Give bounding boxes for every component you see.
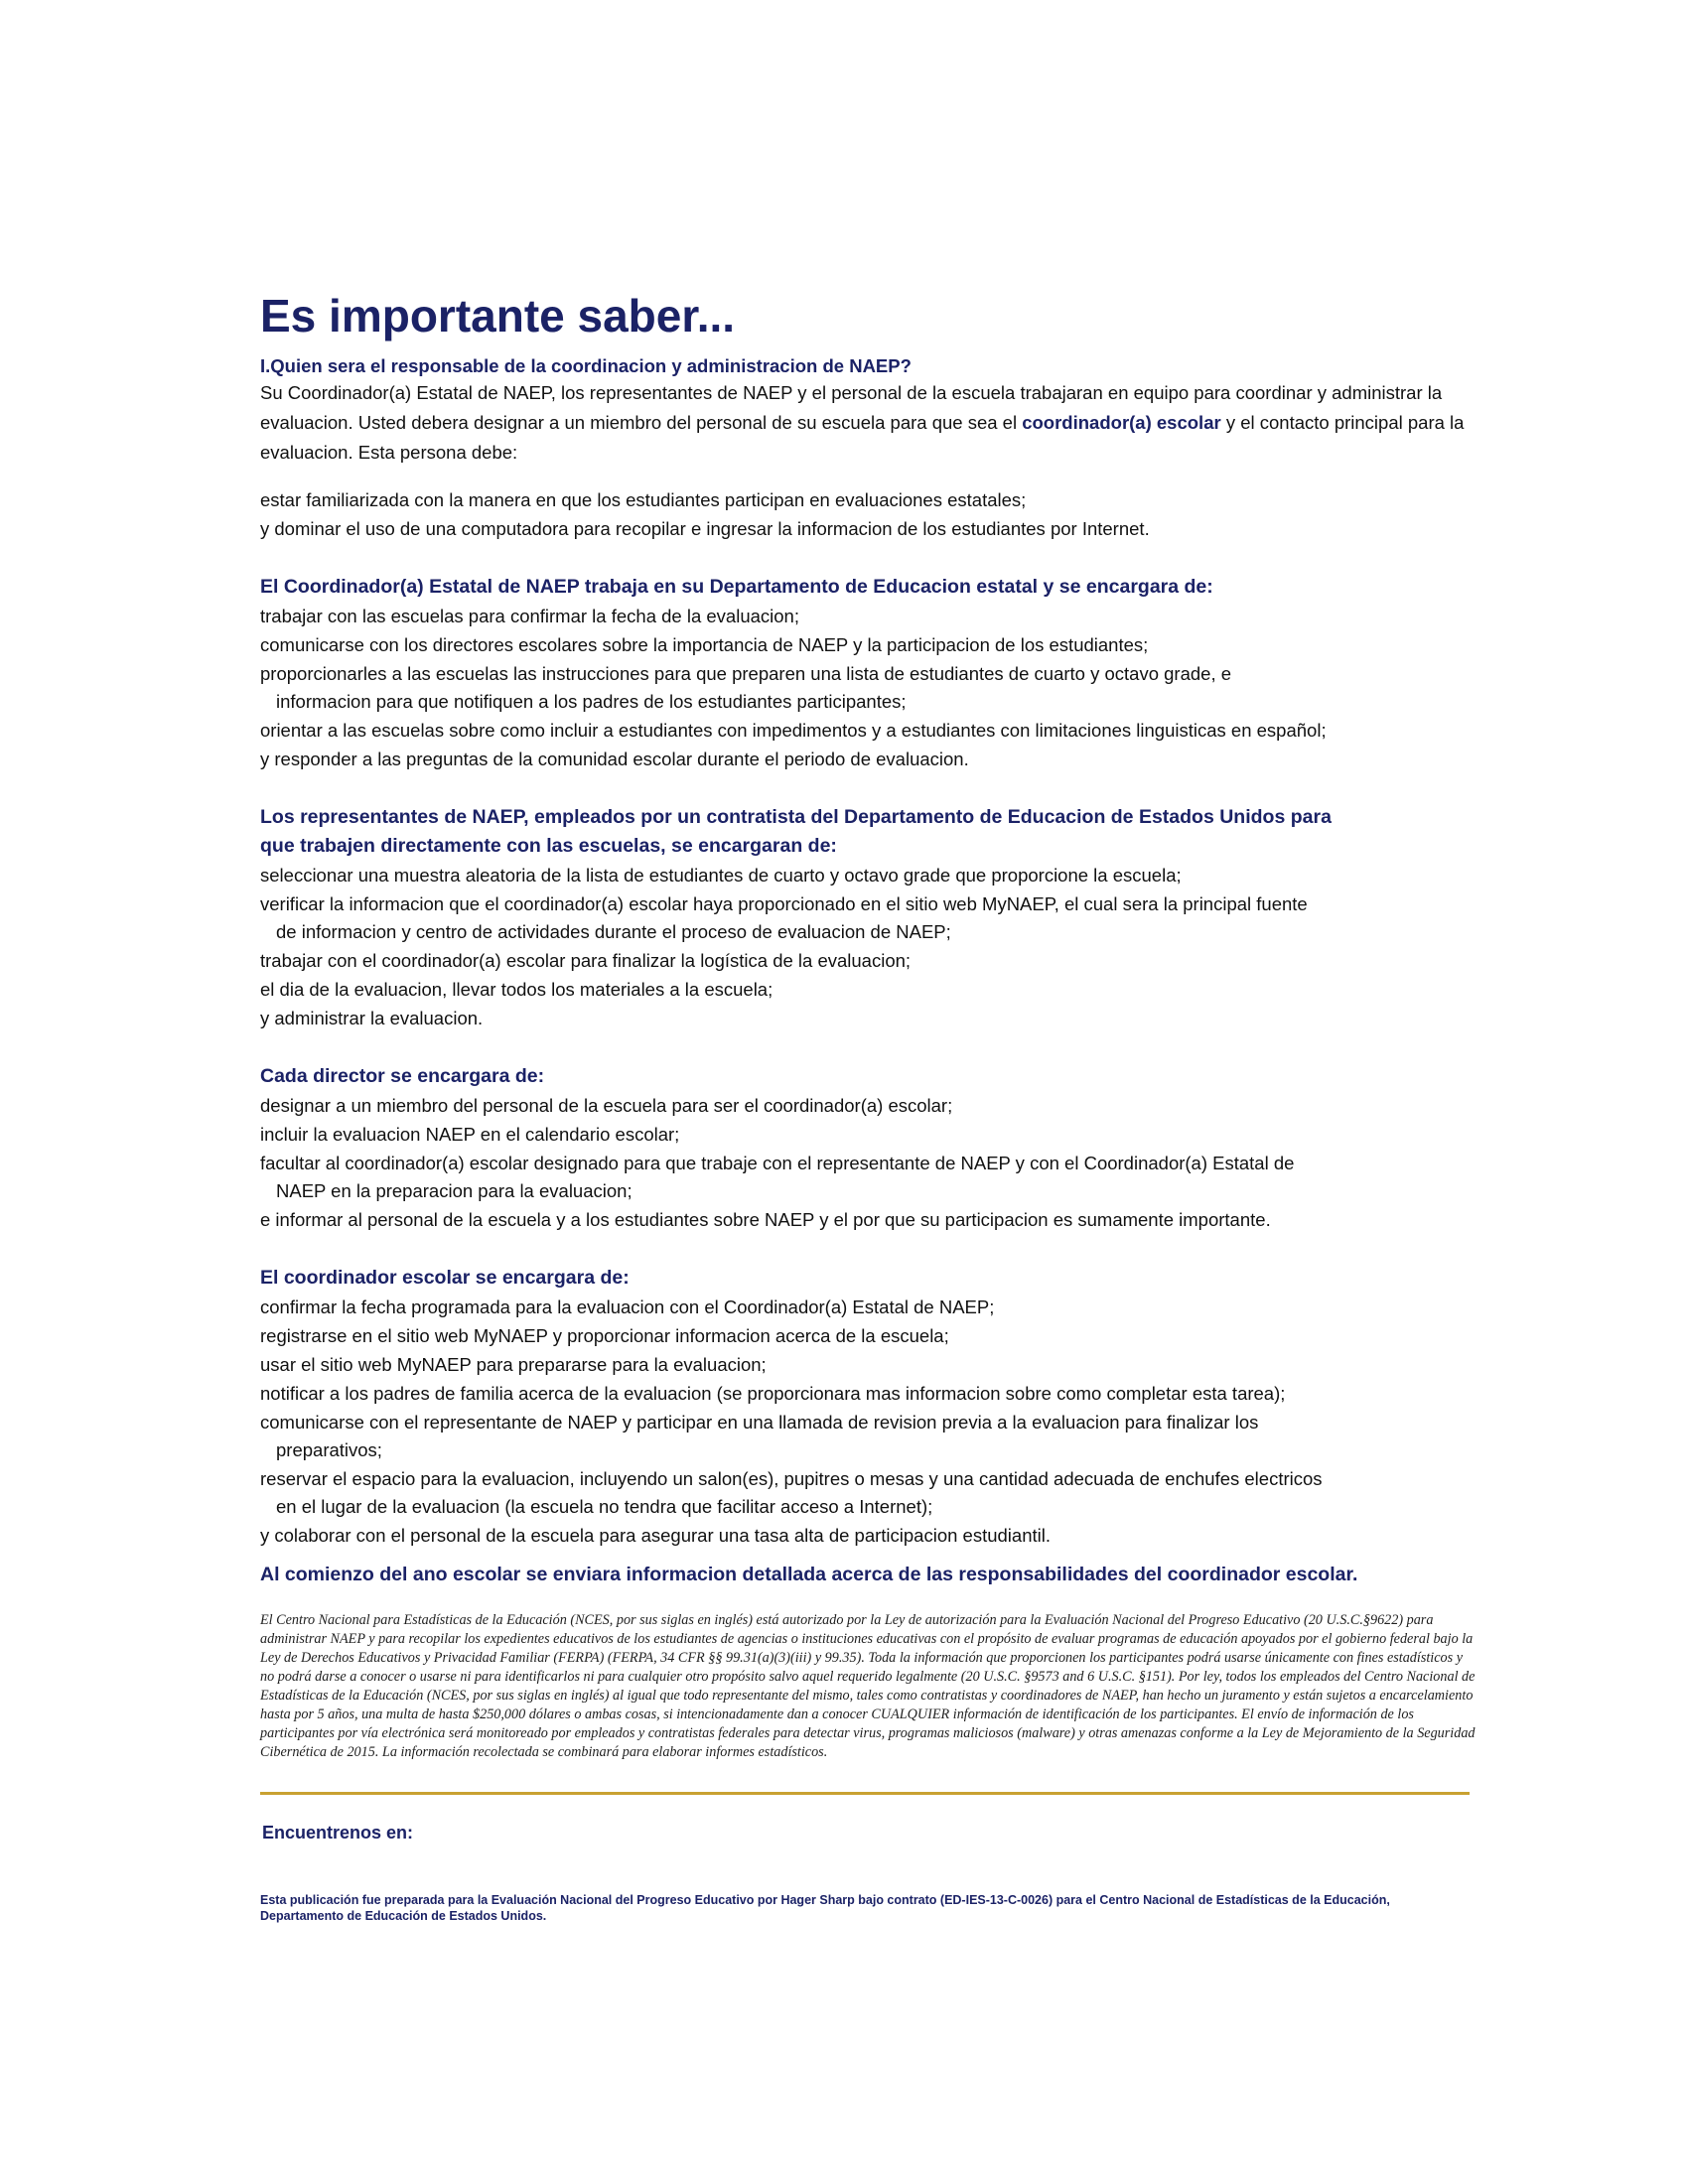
state-coordinator-heading: El Coordinador(a) Estatal de NAEP trabaja en su Departamento de Educacion estatal y se encargara de: bbox=[260, 576, 1213, 598]
intro-text-after: y el contacto principal para la evaluacion. Esta persona debe: bbox=[260, 412, 1465, 463]
intro-item: estar familiarizada con la manera en que los estudiantes participan en evaluaciones estatales; bbox=[260, 489, 1027, 510]
school-coordinator-item: reservar el espacio para la evaluacion, incluyendo un salon(es), pupitres o mesas y una cantidad adecuada de enchufes electricos en el lugar de la evaluacion (la escuela no tendra que facilitar acceso a Internet); bbox=[260, 1468, 1323, 1517]
intro-emphasis: coordinador(a) escolar bbox=[1022, 412, 1221, 433]
school-coordinator-item: comunicarse con el representante de NAEP y participar en una llamada de revision previa a la evaluacion para finalizar los preparativos; bbox=[260, 1412, 1259, 1460]
closing-statement: Al comienzo del ano escolar se enviara informacion detallada acerca de las responsabilidades del coordinador escolar. bbox=[260, 1564, 1358, 1585]
representatives-heading: Los representantes de NAEP, empleados por un contratista del Departamento de Educacion de Estados Unidos para que trabajen directamente con las escuelas, se encargaran de: bbox=[260, 806, 1332, 857]
state-coordinator-item: proporcionarles a las escuelas las instrucciones para que preparen una lista de estudiantes de cuarto y octavo grade, e informacion para que notifiquen a los padres de los estudiantes participantes; bbox=[260, 663, 1232, 712]
intro-item: y dominar el uso de una computadora para recopilar e ingresar la informacion de los estudiantes por Internet. bbox=[260, 518, 1150, 539]
representatives-item: seleccionar una muestra aleatoria de la lista de estudiantes de cuarto y octavo grade que proporcione la escuela; bbox=[260, 865, 1182, 886]
document-page bbox=[260, 290, 1477, 1924]
school-coordinator-heading: El coordinador escolar se encargara de: bbox=[260, 1267, 630, 1289]
principal-item: designar a un miembro del personal de la escuela para ser el coordinador(a) escolar; bbox=[260, 1095, 953, 1116]
publication-credits: Esta publicación fue preparada para la Evaluación Nacional del Progreso Educativo por Hager Sharp bajo contrato (ED-IES-13-C-0026) para el Centro Nacional de Estadísticas de la Educación, Departamento de Educación de Estados Unidos. bbox=[260, 1893, 1390, 1923]
state-coordinator-item: trabajar con las escuelas para confirmar la fecha de la evaluacion; bbox=[260, 606, 799, 626]
representatives-item: trabajar con el coordinador(a) escolar para finalizar la logística de la evaluacion; bbox=[260, 950, 912, 971]
state-coordinator-item: orientar a las escuelas sobre como incluir a estudiantes con impedimentos y a estudiantes con limitaciones linguisticas en español; bbox=[260, 720, 1327, 741]
representatives-item: y administrar la evaluacion. bbox=[260, 1008, 484, 1028]
find-us-label: Encuentrenos en: bbox=[262, 1823, 414, 1843]
intro-question: I.Quien sera el responsable de la coordinacion y administracion de NAEP? bbox=[260, 355, 912, 376]
school-coordinator-item: confirmar la fecha programada para la evaluacion con el Coordinador(a) Estatal de NAEP; bbox=[260, 1297, 995, 1317]
school-coordinator-item: usar el sitio web MyNAEP para prepararse para la evaluacion; bbox=[260, 1354, 767, 1375]
intro-paragraph bbox=[260, 378, 1477, 468]
state-coordinator-item: comunicarse con los directores escolares sobre la importancia de NAEP y la participacion de los estudiantes; bbox=[260, 634, 1149, 655]
intro-text-before: Su Coordinador(a) Estatal de NAEP, los representantes de NAEP y el personal de la escuela trabajaran en equipo para coordinar y administrar la evaluacion. Usted debera designar a un miembro del personal de su escuela para que sea el bbox=[260, 382, 1443, 433]
legal-notice: El Centro Nacional para Estadísticas de la Educación (NCES, por sus siglas en inglés) está autorizado por la Ley de autorización para la Evaluación Nacional del Progreso Educativo (20 U.S.C.§9622) para administrar NAEP y para recopilar los expedientes educativos de los estudiantes de agencias o instituciones educativas con el propósito de evaluar programas de educación apoyados por el gobierno federal bajo la Ley de Derechos Educativos y Privacidad Familiar (FERPA) (FERPA, 34 CFR §§ 99.31(a)(3)(iii) y 99.35). Toda la información que proporcionen los participantes podrá usarse únicamente con fines estadísticos y no podrá darse a conocer o usarse ni para identificarlos ni para cualquier otro propósito salvo aquel requerido legalmente (20 U.S.C. §9573 and 6 U.S.C. §151). Por ley, todos los empleados del Centro Nacional de Estadísticas de la Educación (NCES, por sus siglas en inglés) al igual que todo representante del mismo, tales como contratistas y coordinadores de NAEP, han hecho un juramento y están sujetos a encarcelamiento hasta por 5 años, una multa de hasta $250,000 dólares o ambas cosas, si intencionadamente dan a conocer CUALQUIER información de identificación de los participantes. El envío de información de los participantes por vía electrónica será monitoreado por empleados y contratistas federales para detectar virus, programas maliciosos (malware) y otras amenazas conforme a la Ley de Mejoramiento de la Seguridad Cibernética de 2015. La información recolectada se combinará para elaborar informes estadísticos. bbox=[260, 1612, 1476, 1760]
principal-item: facultar al coordinador(a) escolar designado para que trabaje con el representante de NAEP y con el Coordinador(a) Estatal de NAEP en la preparacion para la evaluacion; bbox=[260, 1153, 1295, 1201]
gold-divider bbox=[260, 1792, 1470, 1795]
school-coordinator-item: y colaborar con el personal de la escuela para asegurar una tasa alta de participacion estudiantil. bbox=[260, 1525, 1051, 1546]
school-coordinator-item: registrarse en el sitio web MyNAEP y proporcionar informacion acerca de la escuela; bbox=[260, 1325, 949, 1346]
school-coordinator-item: notificar a los padres de familia acerca de la evaluacion (se proporcionara mas informacion sobre como completar esta tarea); bbox=[260, 1383, 1286, 1404]
representatives-item: verificar la informacion que el coordinador(a) escolar haya proporcionado en el sitio web MyNAEP, el cual sera la principal fuente de informacion y centro de actividades durante el proceso de evaluacion de NAEP; bbox=[260, 893, 1308, 942]
page-title: Es importante saber... bbox=[260, 290, 736, 341]
principal-heading: Cada director se encargara de: bbox=[260, 1065, 545, 1087]
principal-item: incluir la evaluacion NAEP en el calendario escolar; bbox=[260, 1124, 680, 1145]
principal-item: e informar al personal de la escuela y a los estudiantes sobre NAEP y el por que su participacion es sumamente importante. bbox=[260, 1209, 1271, 1230]
representatives-item: el dia de la evaluacion, llevar todos los materiales a la escuela; bbox=[260, 979, 774, 1000]
state-coordinator-item: y responder a las preguntas de la comunidad escolar durante el periodo de evaluacion. bbox=[260, 749, 969, 769]
